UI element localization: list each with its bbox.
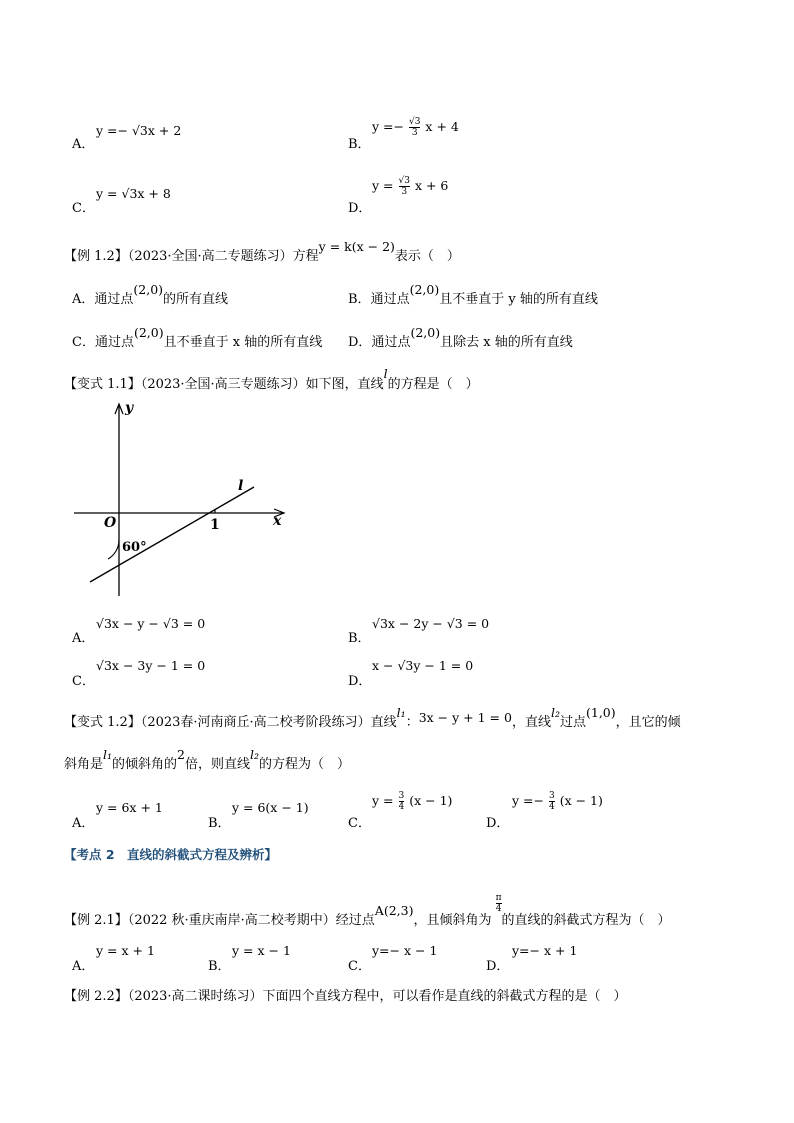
option-label: B．	[208, 816, 231, 831]
question-source: （2023·高二课时练习）下面四个直线方程中，可以看作是直线的斜截式方程的是（ ）	[127, 989, 627, 1004]
question-tag: 【例 1.2】	[64, 249, 128, 264]
question-text: 斜角是	[64, 757, 104, 772]
question-tail: 的方程是（ ）	[387, 377, 479, 392]
option-expression: y =− √3x + 2	[96, 123, 182, 138]
option-text: 通过点	[94, 292, 134, 307]
point: (2,0)	[409, 282, 440, 297]
question-tail: 表示（ ）	[394, 249, 460, 264]
line-l2: l₂	[250, 747, 260, 762]
label-x: x	[273, 513, 282, 529]
option-text: 且不垂直于 y 轴的所有直线	[439, 292, 598, 307]
option-expression: y = x − 1	[232, 943, 291, 958]
equation: 3x − y + 1 = 0	[418, 710, 512, 725]
option-expression: y = 6x + 1	[96, 800, 163, 815]
variant-1-2-question-line2	[64, 747, 351, 772]
label-l: l	[238, 478, 244, 494]
option-expression: y = 6(x − 1)	[232, 800, 309, 815]
option-label: B．	[348, 137, 371, 152]
label-y: y	[125, 400, 134, 416]
example-2-1-question	[64, 893, 671, 928]
question-text: 过点	[559, 715, 586, 730]
option-text: 且不垂直于 x 轴的所有直线	[163, 335, 323, 350]
option-a	[72, 282, 229, 307]
point: (2,0)	[133, 282, 164, 297]
option-expression: √3x − 2y − √3 = 0	[372, 616, 490, 631]
example-1-2-question	[64, 239, 460, 264]
option-c	[72, 325, 323, 350]
point: A(2,3)	[374, 903, 414, 918]
option-label: D．	[348, 335, 372, 350]
angle-fraction: $\frac{\pi}{4}$	[495, 893, 502, 914]
equation: y = k(x − 2)	[318, 239, 395, 254]
option-text: 且除去 x 轴的所有直线	[440, 335, 573, 350]
section-heading: 【考点 2 直线的斜截式方程及辨析】	[64, 847, 278, 862]
option-label: D．	[486, 959, 510, 974]
question-source: （2023春·河南商丘·高二校考阶段练习）直线	[140, 715, 397, 730]
question-text: 的倾斜角的	[112, 757, 178, 772]
option-b	[348, 282, 598, 307]
option-text: 通过点	[94, 335, 134, 350]
option-label: D．	[348, 674, 372, 689]
question-source: （2023·全国·高三专题练习）如下图，直线	[140, 377, 384, 392]
option-expression: y = √3x + 8	[96, 186, 171, 201]
option-label: B．	[348, 292, 371, 307]
option-d	[348, 325, 573, 350]
question-source: （2022 秋·重庆南岸·高二校考期中）经过点	[127, 913, 375, 928]
label-angle: 60°	[122, 540, 147, 555]
label-one: 1	[210, 517, 220, 533]
line-l1: l₁	[396, 705, 406, 720]
option-expression: y = $\frac{3}{4}$ (x − 1)	[372, 791, 453, 812]
option-expression: y=− x + 1	[512, 943, 578, 958]
option-expression: √3x − 3y − 1 = 0	[96, 658, 206, 673]
option-expression: y = $\frac{√3}{3}$ x + 6	[372, 176, 449, 197]
option-label: A．	[72, 816, 95, 831]
colon: ：	[405, 715, 419, 730]
angle-arc	[108, 540, 119, 559]
option-label: C．	[72, 335, 95, 350]
point: (2,0)	[133, 325, 164, 340]
line-l: l	[383, 366, 388, 381]
coordinate-figure	[68, 398, 298, 600]
option-expression: y =− $\frac{3}{4}$ (x − 1)	[512, 791, 603, 812]
question-tag: 【变式 1.1】	[64, 377, 141, 392]
question-tail: 的直线的斜截式方程为（ ）	[501, 913, 671, 928]
option-expression: y =− $\frac{√3}{3}$ x + 4	[372, 117, 459, 138]
option-expression: y = x + 1	[96, 943, 155, 958]
option-text: 通过点	[370, 292, 410, 307]
question-text: ，直线	[511, 715, 551, 730]
option-label: C．	[348, 816, 371, 831]
option-label: A．	[72, 631, 95, 646]
example-2-2-question	[64, 985, 627, 1004]
question-source: （2023·全国·高二专题练习）方程	[127, 249, 319, 264]
option-label: C．	[72, 201, 95, 216]
question-text: ，且它的倾	[615, 715, 681, 730]
question-text: ，且倾斜角为	[413, 913, 492, 928]
option-label: B．	[208, 959, 231, 974]
question-tag: 【例 2.2】	[64, 989, 128, 1004]
label-origin: O	[104, 515, 117, 531]
line-l-graph	[90, 487, 254, 582]
option-expression: y=− x − 1	[372, 943, 438, 958]
number: 2	[177, 747, 185, 762]
option-expression: √3x − y − √3 = 0	[96, 616, 206, 631]
option-label: C．	[348, 959, 371, 974]
question-text: 的方程为（ ）	[259, 757, 351, 772]
variant-1-2-question-line1	[64, 705, 681, 730]
option-label: A．	[72, 137, 95, 152]
option-label: D．	[348, 201, 372, 216]
question-text: 倍，则直线	[185, 757, 251, 772]
option-label: C．	[72, 674, 95, 689]
option-label: B．	[348, 631, 371, 646]
question-tag: 【变式 1.2】	[64, 715, 141, 730]
point: (2,0)	[410, 325, 441, 340]
line-l2: l₂	[550, 705, 560, 720]
option-expression: x − √3y − 1 = 0	[372, 658, 474, 673]
option-label: A．	[72, 292, 95, 307]
question-tag: 【例 2.1】	[64, 913, 128, 928]
option-label: D．	[486, 816, 510, 831]
variant-1-1-question	[64, 366, 479, 392]
option-text: 的所有直线	[163, 292, 229, 307]
point: (1,0)	[585, 705, 616, 720]
line-l1: l₁	[103, 747, 113, 762]
option-text: 通过点	[371, 335, 411, 350]
option-label: A．	[72, 959, 95, 974]
